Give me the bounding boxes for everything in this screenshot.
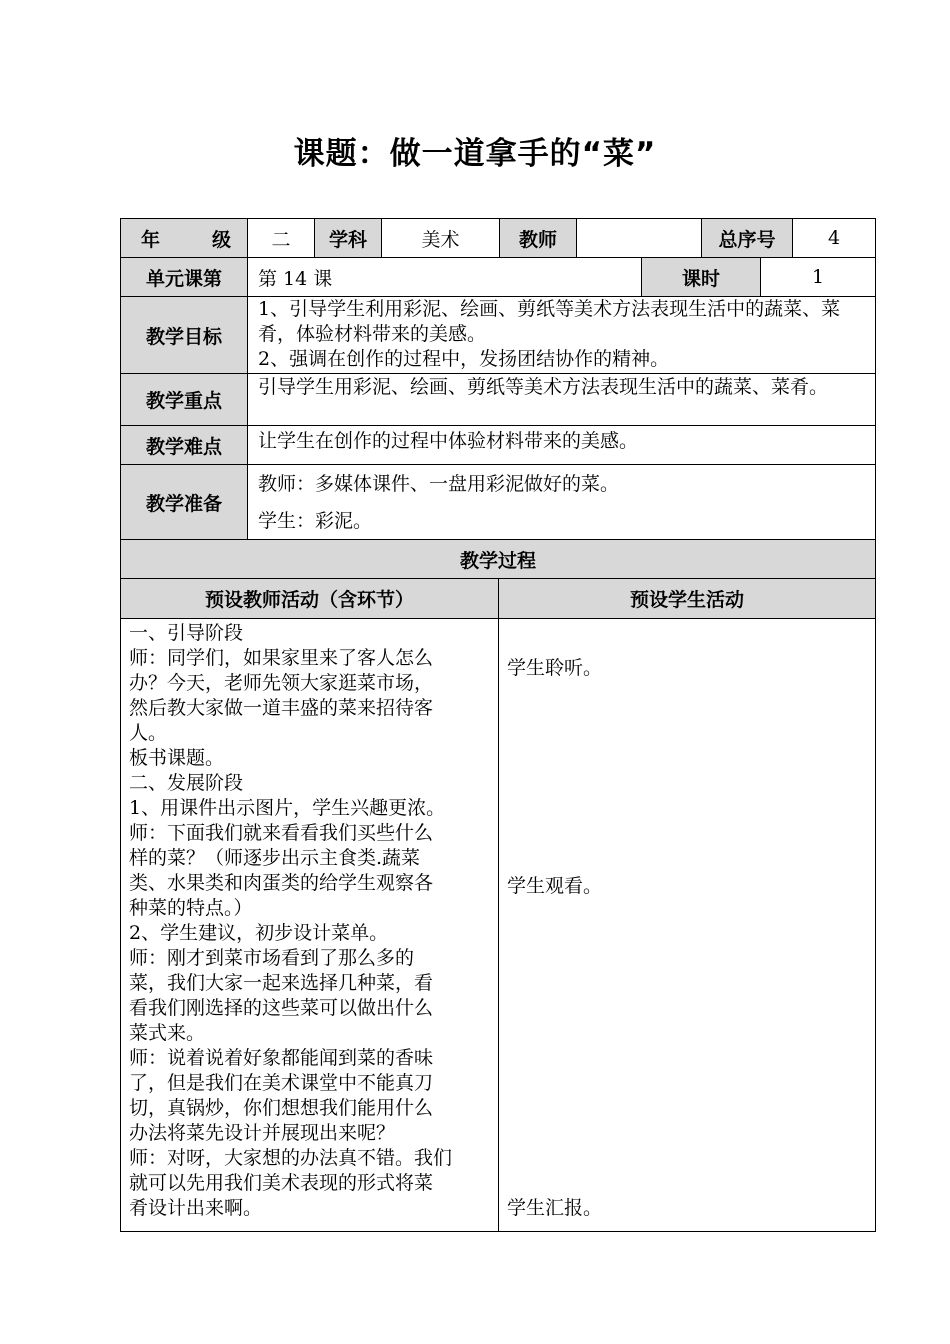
teacher-line: 师：对呀，大家想的办法真不错。我们 — [129, 1147, 453, 1169]
page-title: 课题：做一道拿手的“菜” — [293, 136, 657, 172]
student-activity-header: 预设学生活动 — [498, 578, 876, 619]
teacher-label: 教师 — [499, 218, 577, 258]
teacher-line: 二、发展阶段 — [129, 772, 244, 794]
focus-text: 引导学生用彩泥、绘画、剪纸等美术方法表现生活中的蔬菜、菜肴。 — [247, 373, 876, 426]
teacher-line: 师：下面我们就来看看我们买些什么 — [129, 822, 434, 844]
teacher-activity-header: 预设教师活动（含环节） — [120, 578, 499, 619]
teacher-line: 肴设计出来啊。 — [129, 1197, 263, 1219]
teacher-line: 2、学生建议，初步设计菜单。 — [129, 922, 389, 944]
goals-label: 教学目标 — [120, 296, 248, 374]
subject-label: 学科 — [314, 218, 382, 258]
teacher-line: 了，但是我们在美术课堂中不能真刀 — [129, 1072, 434, 1094]
subject-value: 美术 — [381, 218, 500, 258]
difficulty-label: 教学难点 — [120, 425, 248, 465]
teacher-line: 1、用课件出示图片，学生兴趣更浓。 — [129, 797, 446, 819]
preparation-text — [247, 464, 876, 540]
teacher-line: 一、引导阶段 — [129, 622, 244, 644]
grade-label-char-2: 级 — [211, 228, 231, 251]
teacher-line: 师：说着说着好象都能闻到菜的香味 — [129, 1047, 434, 1069]
goals-line-2: 2、强调在创作的过程中，发扬团结协作的精神。 — [258, 348, 670, 370]
preparation-teacher: 教师：多媒体课件、一盘用彩泥做好的菜。 — [258, 473, 620, 495]
teacher-line: 就可以先用我们美术表现的形式将菜 — [129, 1172, 434, 1194]
goals-line-1: 1、引导学生利用彩泥、绘画、剪纸等美术方法表现生活中的蔬菜、菜肴，体验材料带来的美感。 — [258, 298, 841, 345]
serial-label: 总序号 — [701, 218, 793, 258]
grade-label — [120, 218, 248, 258]
teacher-line: 人。 — [129, 722, 168, 744]
preparation-label: 教学准备 — [120, 464, 248, 540]
teacher-line: 种菜的特点。） — [129, 897, 253, 919]
teacher-activity-body — [120, 618, 499, 1232]
teacher-line: 师：刚才到菜市场看到了那么多的 — [129, 947, 415, 969]
period-label: 课时 — [641, 257, 761, 297]
period-value: 1 — [760, 257, 876, 297]
teacher-line: 师：同学们，如果家里来了客人怎么 — [129, 647, 434, 669]
teacher-line: 看我们刚选择的这些菜可以做出什么 — [129, 997, 434, 1019]
teacher-line: 板书课题。 — [129, 747, 225, 769]
student-listen: 学生聆听。 — [507, 657, 603, 679]
teacher-value — [576, 218, 702, 258]
serial-value: 4 — [792, 218, 876, 258]
difficulty-text: 让学生在创作的过程中体验材料带来的美感。 — [247, 425, 876, 465]
teacher-line: 样的菜？（师逐步出示主食类.蔬菜 — [129, 847, 421, 869]
goals-text — [247, 296, 876, 374]
focus-label: 教学重点 — [120, 373, 248, 426]
teacher-line: 办？今天，老师先领大家逛菜市场， — [129, 672, 434, 694]
grade-label-char-1: 年 — [141, 228, 161, 251]
teacher-line: 菜，我们大家一起来选择几种菜，看 — [129, 972, 434, 994]
teacher-line: 切，真锅炒，你们想想我们能用什么 — [129, 1097, 434, 1119]
teacher-line: 然后教大家做一道丰盛的菜来招待客 — [129, 697, 434, 719]
teacher-line: 办法将菜先设计并展现出来呢？ — [129, 1122, 396, 1144]
preparation-student: 学生：彩泥。 — [258, 510, 373, 532]
process-heading: 教学过程 — [120, 539, 876, 579]
unit-label: 单元课第 — [120, 257, 248, 297]
student-watch: 学生观看。 — [507, 875, 603, 897]
teacher-line: 菜式来。 — [129, 1022, 206, 1044]
teacher-line: 类、水果类和肉蛋类的给学生观察各 — [129, 872, 434, 894]
student-report: 学生汇报。 — [507, 1197, 603, 1219]
student-activity-body — [498, 618, 876, 1232]
unit-value: 第 14 课 — [247, 257, 642, 297]
grade-value: 二 — [247, 218, 315, 258]
